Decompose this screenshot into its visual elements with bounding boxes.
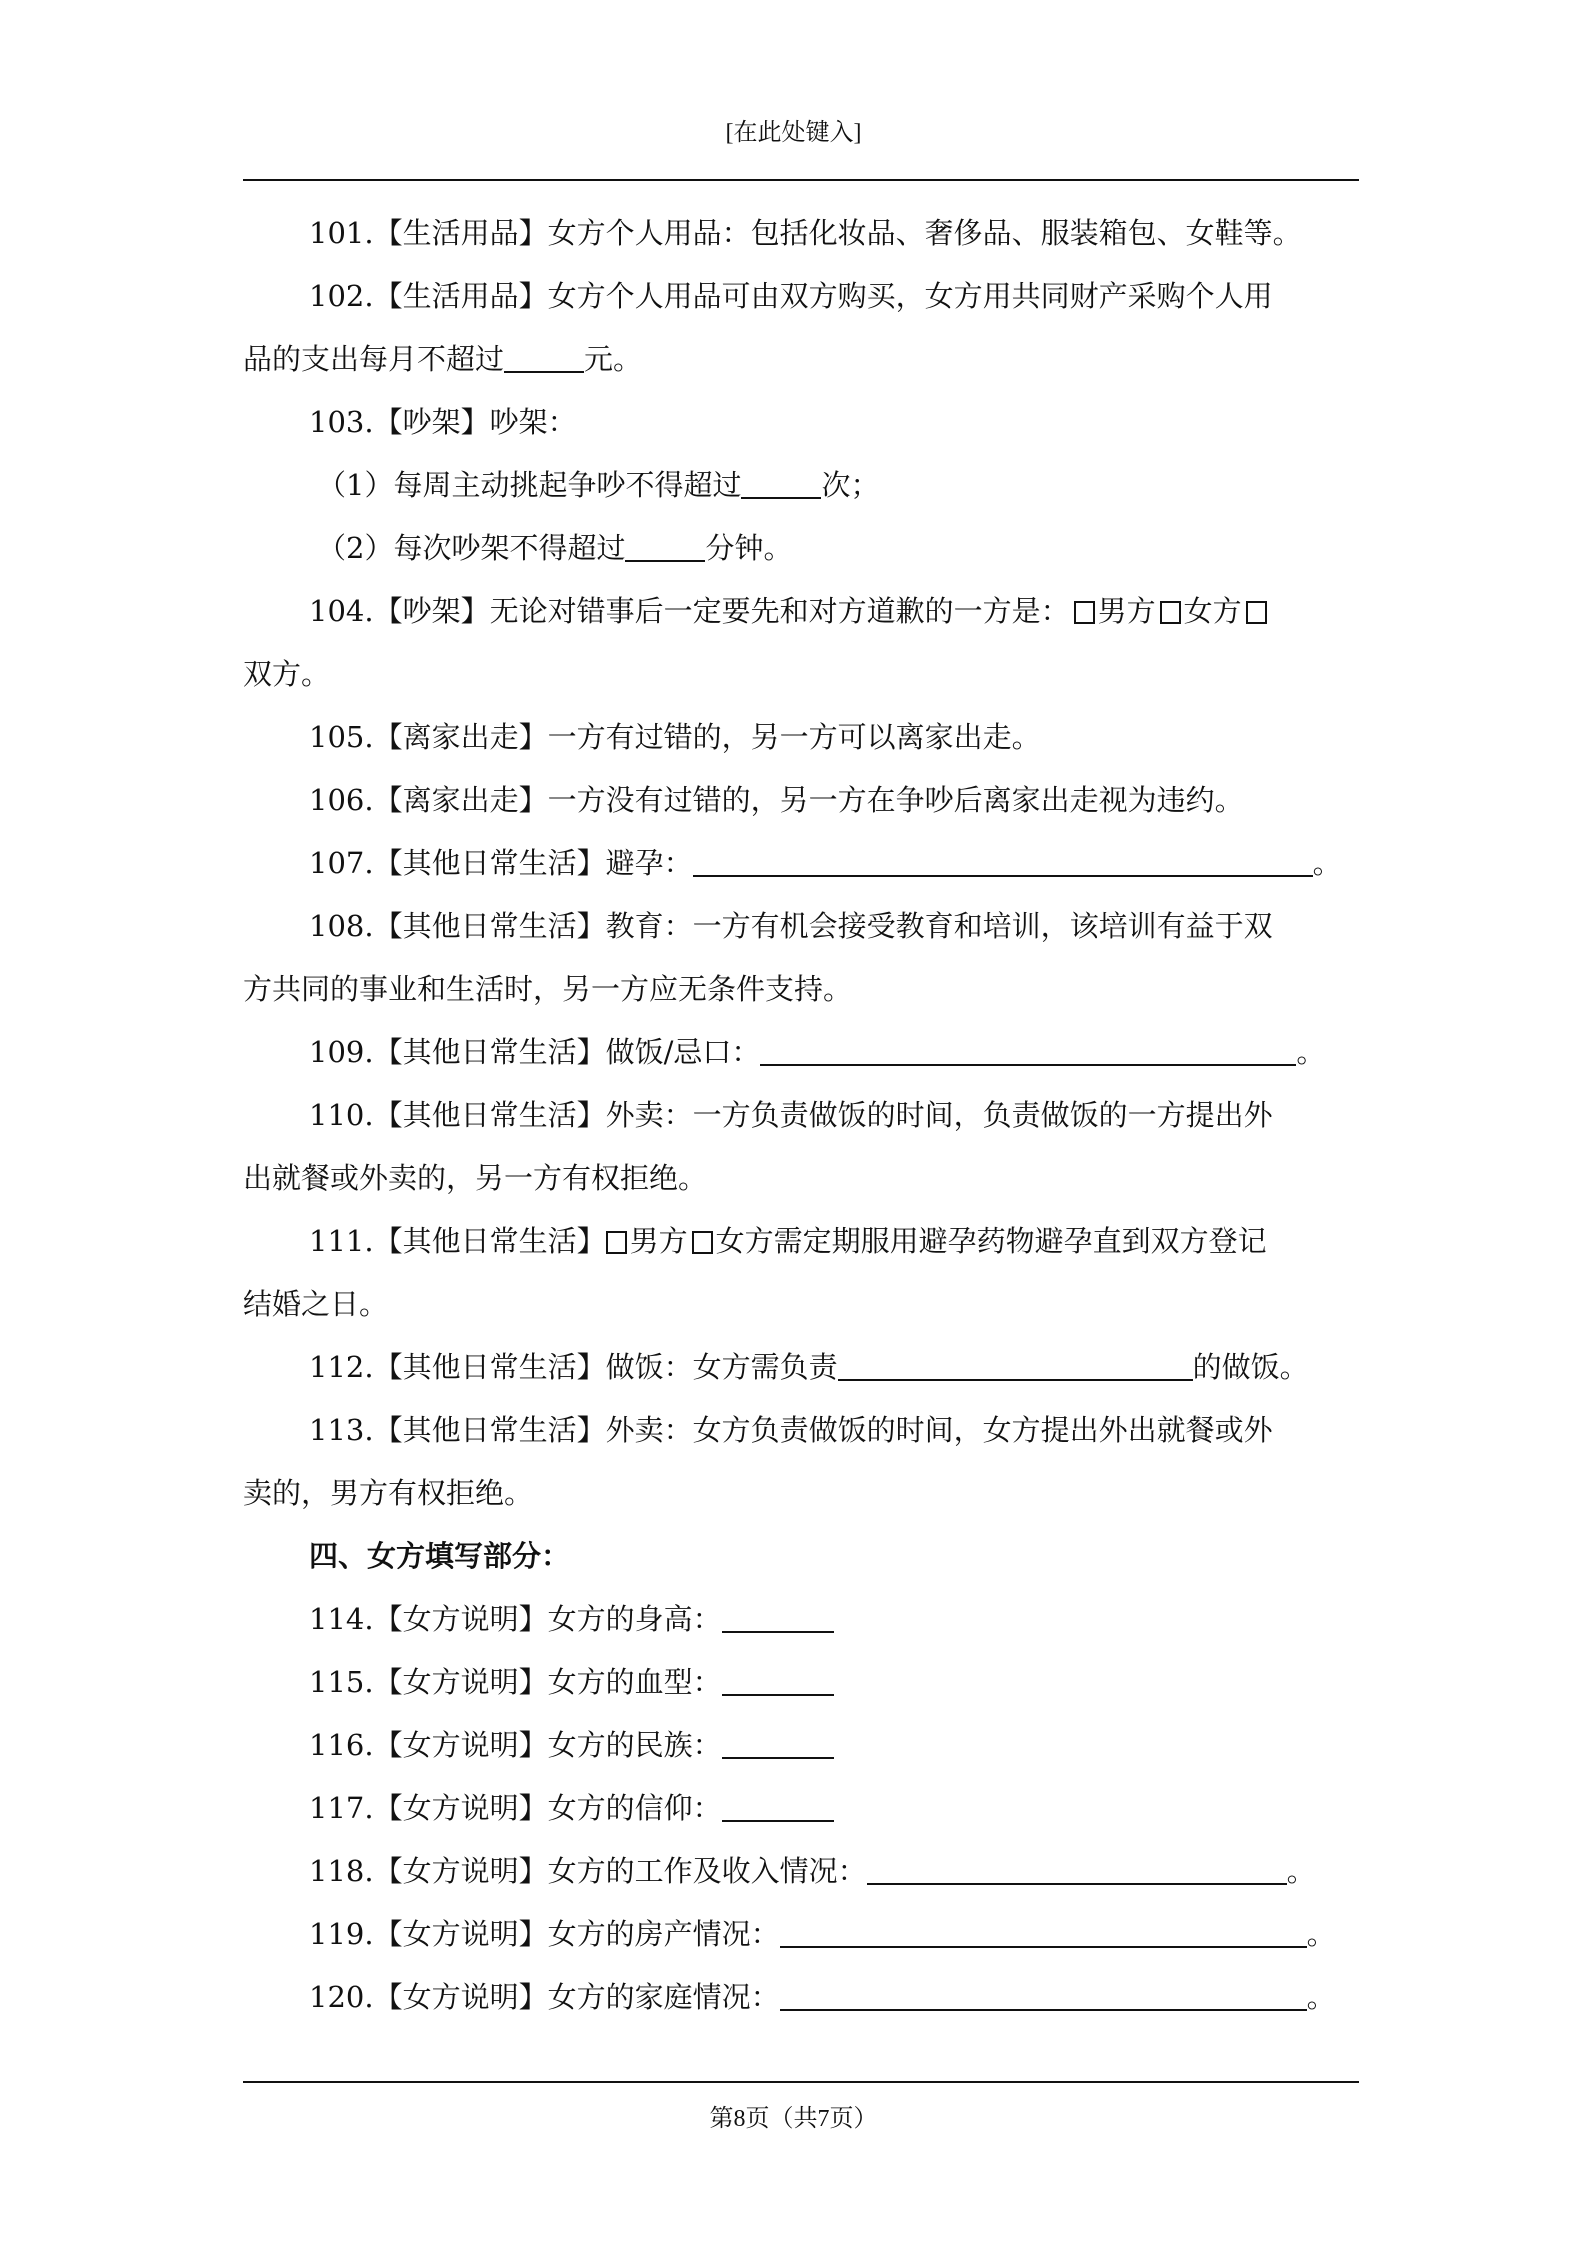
clause-119-suffix: 。 xyxy=(1306,1917,1336,1951)
clause-103: 103.【吵架】吵架： xyxy=(309,405,577,439)
clause-114-text: 114.【女方说明】女方的身高： xyxy=(309,1602,722,1636)
clause-101: 101.【生活用品】女方个人用品：包括化妆品、奢侈品、服装箱包、女鞋等。 xyxy=(309,216,1302,250)
clause-112-text: 112.【其他日常生活】做饭：女方需负责 xyxy=(309,1350,838,1384)
clause-112 xyxy=(243,1336,1359,1399)
clause-108-line2: 方共同的事业和生活时，另一方应无条件支持。 xyxy=(243,972,853,1006)
clause-102-text: 品的支出每月不超过 xyxy=(243,342,505,376)
item2-suffix: 分钟。 xyxy=(705,531,793,565)
clause-108-line1: 108.【其他日常生活】教育：一方有机会接受教育和培训，该培训有益于双 xyxy=(309,909,1273,943)
clause-110-line2: 出就餐或外卖的，另一方有权拒绝。 xyxy=(243,1161,708,1195)
count-blank[interactable] xyxy=(741,471,821,499)
checkbox-both[interactable] xyxy=(1246,601,1267,624)
clause-111-text: 111.【其他日常生活】 xyxy=(309,1224,606,1258)
clause-111-rest: 女方需定期服用避孕药物避孕直到双方登记 xyxy=(715,1224,1267,1258)
checkbox-female-111[interactable] xyxy=(692,1231,713,1254)
clause-116 xyxy=(243,1714,1359,1777)
ethnicity-blank[interactable] xyxy=(722,1731,834,1759)
clause-118 xyxy=(243,1840,1359,1903)
amount-blank[interactable] xyxy=(504,345,584,373)
property-blank[interactable] xyxy=(780,1920,1307,1948)
clause-113-line2: 卖的，男方有权拒绝。 xyxy=(243,1476,534,1510)
clause-119-text: 119.【女方说明】女方的房产情况： xyxy=(309,1917,780,1951)
clause-109-text: 109.【其他日常生活】做饭/忌口： xyxy=(309,1035,761,1069)
clause-103-item2 xyxy=(243,517,1359,580)
clause-109-suffix: 。 xyxy=(1296,1035,1326,1069)
page-footer: 第8页（共7页） xyxy=(709,2106,878,2132)
checkbox-female[interactable] xyxy=(1160,601,1181,624)
clause-113-line1: 113.【其他日常生活】外卖：女方负责做饭的时间，女方提出外出就餐或外 xyxy=(309,1413,1273,1447)
clause-102-line1: 102.【生活用品】女方个人用品可由双方购买，女方用共同财产采购个人用 xyxy=(309,279,1273,313)
contraception-blank[interactable] xyxy=(693,849,1313,877)
minutes-blank[interactable] xyxy=(625,534,705,562)
clause-103-item1 xyxy=(243,454,1359,517)
clause-107-text: 107.【其他日常生活】避孕： xyxy=(309,846,693,880)
clause-106: 106.【离家出走】一方没有过错的，另一方在争吵后离家出走视为违约。 xyxy=(309,783,1244,817)
option-male-label: 男方 xyxy=(1097,594,1156,628)
document-body xyxy=(243,202,1359,2029)
clause-110-line1: 110.【其他日常生活】外卖：一方负责做饭的时间，负责做饭的一方提出外 xyxy=(309,1098,1273,1132)
clause-104-text: 104.【吵架】无论对错事后一定要先和对方道歉的一方是： xyxy=(309,594,1070,628)
clause-120-suffix: 。 xyxy=(1306,1980,1336,2014)
clause-104-line1 xyxy=(243,580,1359,643)
clause-105: 105.【离家出走】一方有过错的，另一方可以离家出走。 xyxy=(309,720,1041,754)
clause-117-text: 117.【女方说明】女方的信仰： xyxy=(309,1791,722,1825)
clause-111-line1 xyxy=(243,1210,1359,1273)
option-female-label: 女方 xyxy=(1183,594,1242,628)
clause-118-text: 118.【女方说明】女方的工作及收入情况： xyxy=(309,1854,867,1888)
height-blank[interactable] xyxy=(722,1605,834,1633)
cooking-diet-blank[interactable] xyxy=(760,1038,1296,1066)
blood-type-blank[interactable] xyxy=(722,1668,834,1696)
section-4-heading: 四、女方填写部分： xyxy=(309,1539,571,1573)
item1-text: （1）每周主动挑起争吵不得超过 xyxy=(317,468,742,502)
clause-107 xyxy=(243,832,1359,895)
header-rule xyxy=(243,179,1359,181)
clause-102-suffix: 元。 xyxy=(584,342,643,376)
clause-118-suffix: 。 xyxy=(1286,1854,1316,1888)
checkbox-male[interactable] xyxy=(1074,601,1095,624)
clause-114 xyxy=(243,1588,1359,1651)
option-male-111-label: 男方 xyxy=(629,1224,688,1258)
clause-117 xyxy=(243,1777,1359,1840)
item1-suffix: 次； xyxy=(821,468,880,502)
clause-119 xyxy=(243,1903,1359,1966)
page-header: [在此处键入] xyxy=(725,120,862,146)
clause-104-line2: 双方。 xyxy=(243,657,331,691)
cooking-blank[interactable] xyxy=(838,1353,1193,1381)
item2-text: （2）每次吵架不得超过 xyxy=(317,531,626,565)
clause-112-suffix: 的做饭。 xyxy=(1192,1350,1309,1384)
clause-102-line2 xyxy=(243,328,1359,391)
clause-120-text: 120.【女方说明】女方的家庭情况： xyxy=(309,1980,780,2014)
checkbox-male-111[interactable] xyxy=(606,1231,627,1254)
footer-rule xyxy=(243,2081,1359,2083)
family-blank[interactable] xyxy=(780,1983,1307,2011)
clause-107-suffix: 。 xyxy=(1312,846,1342,880)
clause-111-line2: 结婚之日。 xyxy=(243,1287,389,1321)
clause-109 xyxy=(243,1021,1359,1084)
belief-blank[interactable] xyxy=(722,1794,834,1822)
clause-120 xyxy=(243,1966,1359,2029)
work-income-blank[interactable] xyxy=(867,1857,1287,1885)
clause-115-text: 115.【女方说明】女方的血型： xyxy=(309,1665,722,1699)
clause-115 xyxy=(243,1651,1359,1714)
clause-116-text: 116.【女方说明】女方的民族： xyxy=(309,1728,722,1762)
